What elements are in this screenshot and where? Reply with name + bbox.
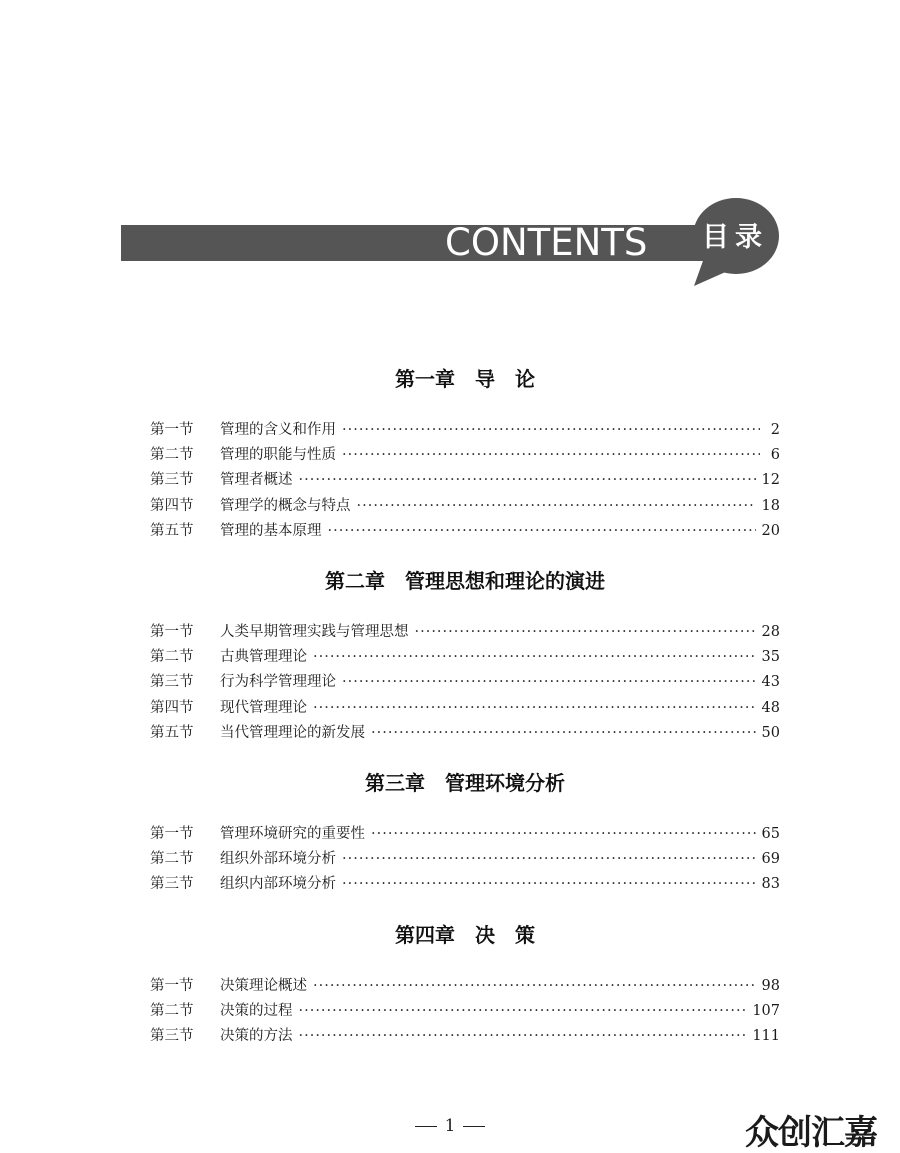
page-number: 6	[770, 447, 780, 464]
section-title: 组织外部环境分析	[220, 851, 336, 868]
chapter-3	[150, 768, 780, 898]
dot-leader	[299, 999, 747, 1024]
page-number: 48	[761, 699, 780, 716]
dot-leader	[299, 1024, 747, 1049]
toc-entry[interactable]	[150, 443, 780, 468]
section-number: 第三节	[150, 674, 194, 691]
dot-leader	[415, 620, 756, 645]
chapter-title: 第一章 导 论	[395, 367, 535, 391]
page-number: 107	[752, 1003, 780, 1020]
section-number: 第一节	[150, 826, 194, 842]
page-number: 2	[770, 422, 780, 438]
toc-entry[interactable]	[150, 847, 780, 872]
page-number: 18	[761, 497, 780, 514]
dot-leader	[313, 696, 756, 721]
section-title: 决策的方法	[220, 1028, 293, 1045]
section-number: 第二节	[150, 1003, 194, 1020]
section-number: 第三节	[150, 1028, 194, 1045]
toc-entry[interactable]	[150, 468, 780, 493]
toc-entry[interactable]	[150, 822, 780, 847]
dot-leader	[371, 822, 756, 847]
section-title: 当代管理理论的新发展	[220, 724, 365, 741]
toc-entry[interactable]	[150, 696, 780, 721]
section-title: 管理环境研究的重要性	[220, 826, 365, 842]
page-number: 83	[761, 876, 780, 893]
section-title: 决策的过程	[220, 1003, 293, 1020]
watermark-logo: 众创汇嘉	[745, 1113, 877, 1153]
page-number: 35	[761, 649, 780, 666]
footer-page-number: 1	[444, 1116, 456, 1136]
section-title: 管理学的概念与特点	[220, 497, 351, 514]
toc-entry[interactable]	[150, 418, 780, 443]
section-number: 第二节	[150, 649, 194, 666]
page-number: 28	[761, 624, 780, 640]
chapter-4	[150, 920, 780, 1050]
section-title: 管理的职能与性质	[220, 447, 336, 464]
section-number: 第二节	[150, 447, 194, 464]
section-title: 决策理论概述	[220, 978, 307, 994]
toc-entry[interactable]	[150, 1024, 780, 1049]
dot-leader	[342, 670, 756, 695]
page-number: 69	[761, 851, 780, 868]
section-title: 古典管理理论	[220, 649, 307, 666]
section-number: 第五节	[150, 522, 194, 539]
page-number: 12	[761, 472, 780, 489]
page-number: 98	[761, 978, 780, 994]
contents-heading: CONTENTS	[445, 221, 648, 264]
section-title: 管理的基本原理	[220, 522, 322, 539]
dot-leader	[342, 418, 760, 443]
section-number: 第一节	[150, 422, 194, 438]
chapter-1	[150, 364, 780, 544]
dot-leader	[328, 519, 756, 544]
dot-leader	[299, 468, 756, 493]
toc-entry[interactable]	[150, 974, 780, 999]
section-number: 第三节	[150, 472, 194, 489]
dot-leader	[313, 974, 756, 999]
page-number: 43	[761, 674, 780, 691]
toc-entry[interactable]	[150, 999, 780, 1024]
chapter-title: 第二章 管理思想和理论的演进	[325, 569, 605, 593]
page-number: 65	[761, 826, 780, 842]
section-number: 第五节	[150, 724, 194, 741]
section-title: 组织内部环境分析	[220, 876, 336, 893]
toc-entry[interactable]	[150, 670, 780, 695]
toc-entry[interactable]	[150, 494, 780, 519]
section-number: 第四节	[150, 699, 194, 716]
page-number: 111	[752, 1028, 780, 1045]
section-number: 第二节	[150, 851, 194, 868]
chapter-2	[150, 566, 780, 746]
toc-entry[interactable]	[150, 721, 780, 746]
toc-entry[interactable]	[150, 620, 780, 645]
chapter-title: 第四章 决 策	[395, 923, 535, 947]
dot-leader	[357, 494, 756, 519]
toc-entry[interactable]	[150, 519, 780, 544]
dot-leader	[342, 847, 756, 872]
toc-label: 目录	[702, 222, 768, 253]
section-number: 第一节	[150, 978, 194, 994]
page-number: 20	[761, 522, 780, 539]
toc-entry[interactable]	[150, 872, 780, 897]
section-number: 第四节	[150, 497, 194, 514]
section-number: 第三节	[150, 876, 194, 893]
footer-dash-right	[463, 1126, 485, 1127]
section-number: 第一节	[150, 624, 194, 640]
page-number: 50	[761, 724, 780, 741]
dot-leader	[342, 443, 760, 468]
dot-leader	[313, 645, 756, 670]
section-title: 人类早期管理实践与管理思想	[220, 624, 409, 640]
section-title: 行为科学管理理论	[220, 674, 336, 691]
section-title: 现代管理理论	[220, 699, 307, 716]
dot-leader	[371, 721, 756, 746]
footer-dash-left	[415, 1126, 437, 1127]
chapter-title: 第三章 管理环境分析	[365, 771, 565, 795]
section-title: 管理的含义和作用	[220, 422, 336, 438]
section-title: 管理者概述	[220, 472, 293, 489]
dot-leader	[342, 872, 756, 897]
toc-entry[interactable]	[150, 645, 780, 670]
